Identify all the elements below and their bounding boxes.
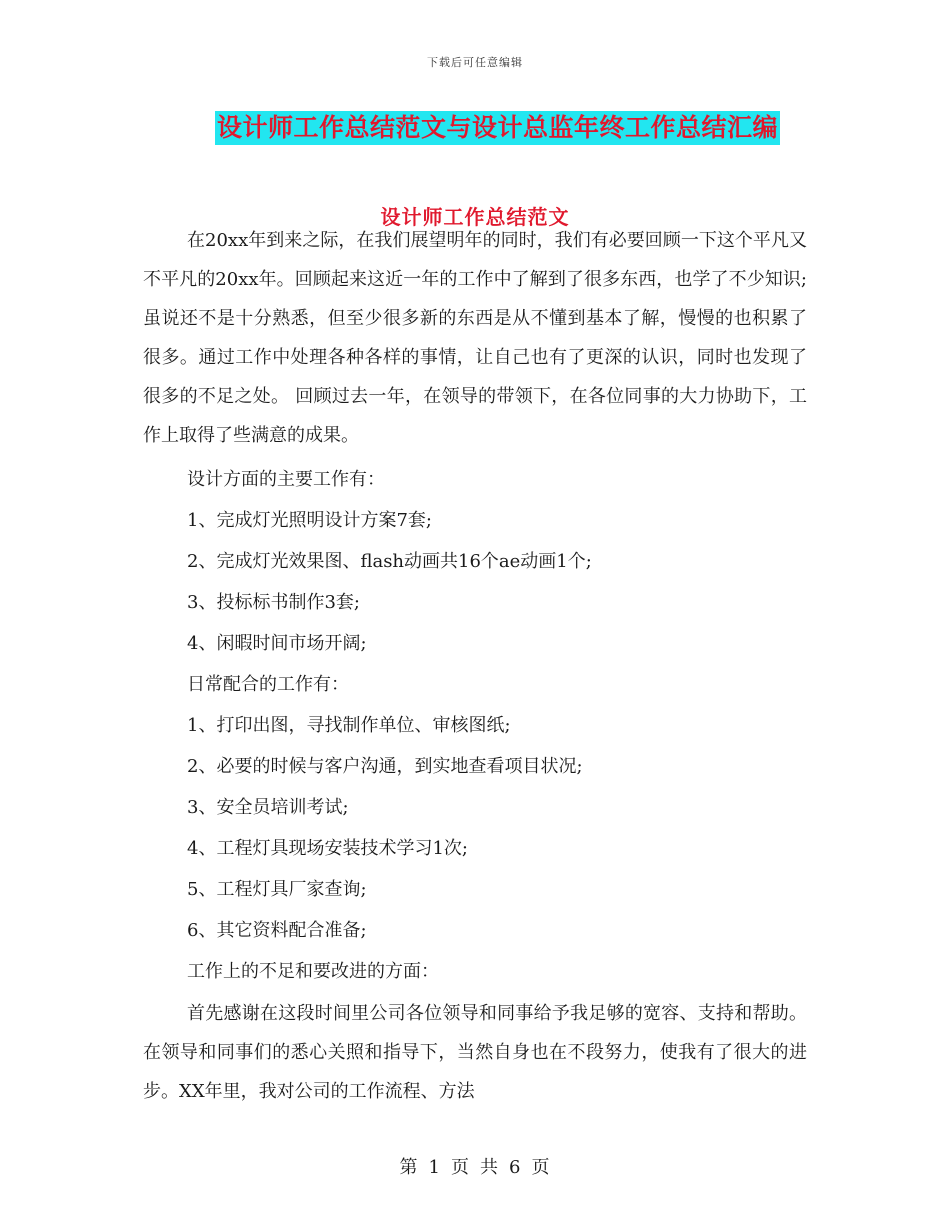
footer-total-word: 共 xyxy=(480,1157,499,1178)
document-body xyxy=(143,221,807,1111)
footer-total-pages: 6 xyxy=(509,1157,522,1178)
sub-title: 设计师工作总结范文 xyxy=(380,205,570,229)
main-title-container xyxy=(0,111,950,145)
list-item: 4、闲暇时间市场开阔; xyxy=(187,633,367,654)
footer-prefix: 第 xyxy=(399,1157,419,1178)
list-item: 4、工程灯具现场安装技术学习1次; xyxy=(187,838,468,859)
list-item: 1、完成灯光照明设计方案7套; xyxy=(187,510,432,531)
list-item: 2、完成灯光效果图、flash动画共16个ae动画1个; xyxy=(187,551,592,572)
main-title: 设计师工作总结范文与设计总监年终工作总结汇编 xyxy=(215,111,780,145)
header-note: 下载后可任意编辑 xyxy=(427,56,523,69)
list-item: 3、投标标书制作3套; xyxy=(187,592,360,613)
intro-paragraph: 在20xx年到来之际，在我们展望明年的同时，我们有必要回顾一下这个平凡又不平凡的20xx年。回顾起来这近一年的工作中了解到了很多东西，也学了不少知识;虽说还不是十分熟悉，但至少很多新的东西是从不懂到基本了解，慢慢的也积累了很多。通过工作中处理各种各样的事情，让自己也有了更深的认识，同时也发现了很多的不足之处。 回顾过去一年，在领导的带领下，在各位同事的大力协助下，工作上取得了些满意的成果。 xyxy=(143,230,807,446)
list-item: 2、必要的时候与客户沟通，到实地查看项目状况; xyxy=(187,756,583,777)
page-footer xyxy=(0,1153,950,1179)
list-item: 5、工程灯具厂家查询; xyxy=(187,879,367,900)
list-item: 3、安全员培训考试; xyxy=(187,797,349,818)
footer-page-word: 页 xyxy=(451,1157,470,1178)
footer-suffix: 页 xyxy=(531,1157,551,1178)
design-heading: 设计方面的主要工作有： xyxy=(187,469,385,490)
improve-paragraph: 首先感谢在这段时间里公司各位领导和同事给予我足够的宽容、支持和帮助。在领导和同事们的悉心关照和指导下，当然自身也在不段努力，使我有了很大的进步。XX年里，我对公司的工作流程、方法 xyxy=(143,1003,807,1102)
improve-heading: 工作上的不足和要改进的方面： xyxy=(187,961,439,982)
footer-current-page: 1 xyxy=(428,1157,441,1178)
daily-heading: 日常配合的工作有： xyxy=(187,674,349,695)
list-item: 1、打印出图，寻找制作单位、审核图纸; xyxy=(187,715,511,736)
list-item: 6、其它资料配合准备; xyxy=(187,920,367,941)
